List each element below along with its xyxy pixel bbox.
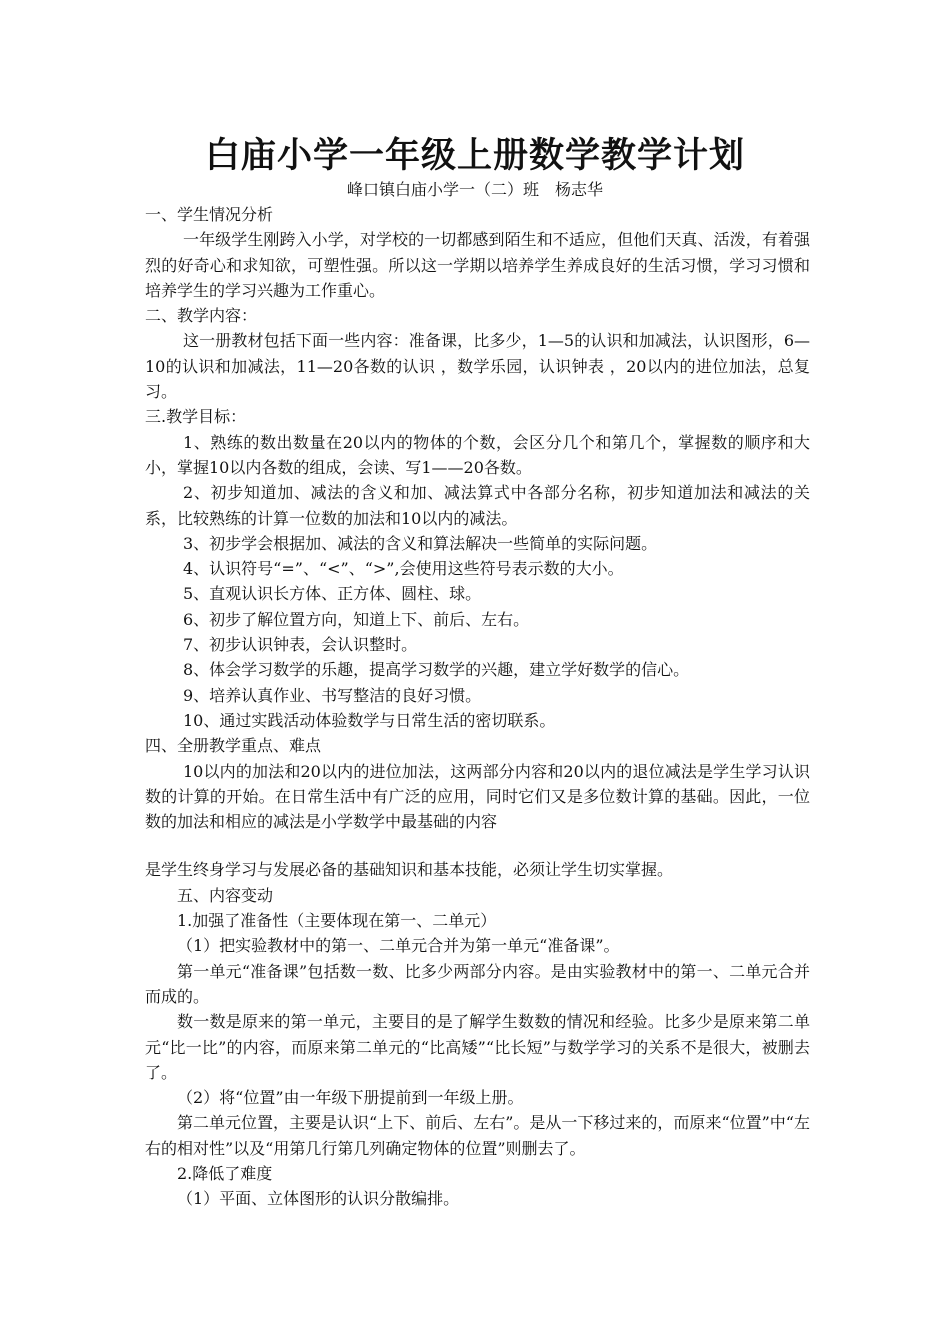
document-body [145,202,810,1212]
paragraph: 第二单元位置，主要是认识“上下、前后、左右”。是从一下移过来的，而原来“位置”中“左右的相对性”以及“用第几行第几列确定物体的位置”则删去了。 [145,1113,810,1158]
goal-item: 4、认识符号“=”、“<”、“>”,会使用这些符号表示数的大小。 [183,559,624,579]
section-heading: 二、教学内容： [145,306,258,326]
paragraph: 一年级学生刚跨入小学，对学校的一切都感到陌生和不适应，但他们天真、活泼，有着强烈的好奇心和求知欲，可塑性强。所以这一学期以培养学生养成良好的生活习惯，学习习惯和培养学生的学习兴趣为工作重心。 [145,230,810,300]
document-title: 白庙小学一年级上册数学教学计划 [204,136,745,176]
goal-item: 2、初步知道加、减法的含义和加、减法算式中各部分名称，初步知道加法和减法的关系，比较熟练的计算一位数的加法和10以内的减法。 [145,483,810,528]
section-heading: 四、全册教学重点、难点 [145,736,322,756]
section-heading: 一、学生情况分析 [145,205,274,224]
goal-item: 6、初步了解位置方向，知道上下、前后、左右。 [183,609,530,629]
goal-item: 5、直观认识长方体、正方体、圆柱、球。 [183,584,482,604]
page-gap [145,834,810,857]
subsection-item: （1）把实验教材中的第一、二单元合并为第一单元“准备课”。 [177,936,620,956]
goal-item: 8、体会学习数学的乐趣，提高学习数学的兴趣，建立学好数学的信心。 [183,660,690,680]
subsection-item: （1）平面、立体图形的认识分散编排。 [177,1189,460,1209]
paragraph: 第一单元“准备课”包括数一数、比多少两部分内容。是由实验教材中的第一、二单元合并而成的。 [145,961,810,1006]
subsection-item: （2）将“位置”由一年级下册提前到一年级上册。 [177,1088,524,1108]
goal-item: 10、通过实践活动体验数学与日常生活的密切联系。 [183,710,556,730]
subsection-heading: 1.加强了准备性（主要体现在第一、二单元） [177,911,497,931]
section-heading: 五、内容变动 [177,885,274,905]
goal-item: 3、初步学会根据加、减法的含义和算法解决一些简单的实际问题。 [183,533,658,553]
paragraph: 这一册教材包括下面一些内容：准备课，比多少，1—5的认识和加减法，认识图形，6—10的认识和加减法，11—20各数的认识 ，数学乐园，认识钟表 ，20以内的进位加法，总复习。 [145,331,810,402]
paragraph: 是学生终身学习与发展必备的基础知识和基本技能，必须让学生切实掌握。 [145,860,674,880]
goal-item: 7、初步认识钟表，会认识整时。 [183,635,418,655]
paragraph: 数一数是原来的第一单元，主要目的是了解学生数数的情况和经验。比多少是原来第二单元“比一比”的内容，而原来第二单元的“比高矮”“比长短”与数学学习的关系不是很大，被删去了。 [145,1012,810,1082]
section-heading: 三.教学目标： [145,407,247,427]
goal-item: 1、熟练的数出数量在20以内的物体的个数，会区分几个和第几个，掌握数的顺序和大小，掌握10以内各数的组成，会读、写1——20各数。 [145,432,810,477]
subsection-heading: 2.降低了难度 [177,1163,273,1183]
goal-item: 9、培养认真作业、书写整洁的良好习惯。 [183,685,482,705]
document-subtitle: 峰口镇白庙小学一（二）班 杨志华 [346,180,603,199]
paragraph: 10以内的加法和20以内的进位加法，这两部分内容和20以内的退位减法是学生学习认识数的计算的开始。在日常生活中有广泛的应用，同时它们又是多位数计算的基础。因此，一位数的加法和相应的减法是小学数学中最基础的内容 [145,761,810,832]
